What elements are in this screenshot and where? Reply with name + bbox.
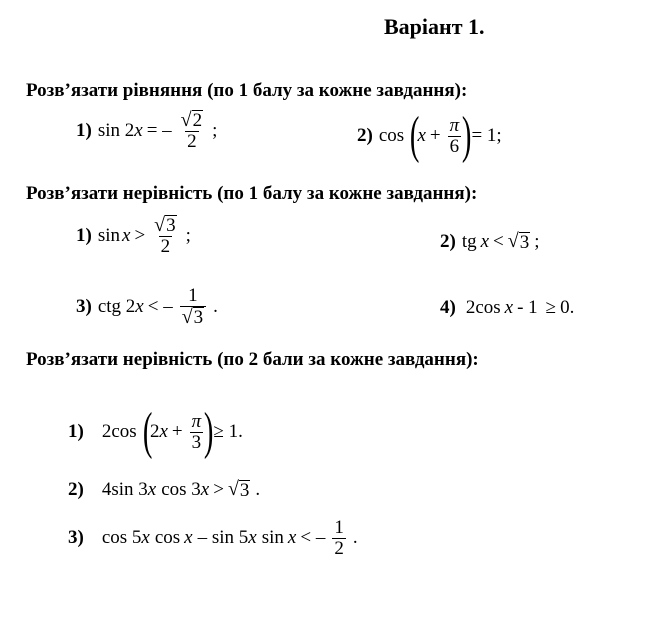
- expr-var: x: [248, 527, 257, 549]
- task-number: 3): [76, 295, 92, 317]
- expr-var: x: [134, 119, 143, 141]
- task-number: 1): [76, 119, 92, 141]
- fraction: [179, 110, 205, 152]
- section-heading-inequalities-2: Розв’язати нерівність (по 2 бали за кожне завдання):: [26, 349, 479, 370]
- sqrt: √ 2: [180, 109, 203, 131]
- sqrt-arg: 2: [192, 110, 203, 131]
- expr-plus: +: [429, 125, 441, 146]
- fraction-num: π: [449, 114, 460, 136]
- expr-plus: +: [171, 421, 183, 442]
- expr-var: x: [184, 527, 193, 549]
- sqrt-arg: 3: [239, 480, 250, 502]
- expr-fn: sin: [97, 224, 121, 246]
- expr-fn: 2cos: [101, 421, 137, 442]
- task-3-1: [68, 403, 243, 460]
- task-number: 1): [68, 421, 84, 442]
- paren-open: (: [142, 403, 153, 460]
- fraction-den: 6: [449, 135, 460, 157]
- expr-relation: = –: [146, 119, 172, 141]
- fraction: [332, 518, 346, 559]
- fraction-num: 1: [188, 285, 198, 306]
- fraction-den: 2: [160, 235, 171, 257]
- expr-var: x: [200, 478, 210, 500]
- expr-rhs: 0.: [560, 297, 575, 318]
- sqrt: √ 3: [181, 305, 204, 328]
- expr-c: – sin 5: [197, 527, 249, 549]
- expr-end: .: [352, 527, 358, 549]
- expr-var: x: [147, 478, 157, 500]
- task-number: 4): [440, 297, 456, 318]
- expr-var: x: [417, 125, 426, 146]
- expr-relation: < –: [147, 295, 173, 317]
- task-2-2: [440, 230, 540, 253]
- expr-fn: tg: [461, 230, 477, 252]
- expr-fn: cos: [378, 125, 405, 146]
- fraction-den: 3: [191, 431, 202, 453]
- expr-arg: 2: [149, 421, 160, 442]
- task-3-2: [68, 478, 260, 501]
- sqrt: √ 3: [507, 230, 530, 254]
- expr-a: cos 5: [101, 527, 142, 549]
- task-number: 2): [440, 230, 456, 252]
- sqrt: √ 3: [154, 214, 176, 236]
- expr-end: .: [213, 295, 218, 317]
- expr-var: x: [141, 527, 150, 549]
- fraction-den: [180, 306, 206, 328]
- expr-var: x: [287, 527, 297, 549]
- fraction: [152, 215, 178, 257]
- fraction-num: π: [191, 410, 202, 432]
- paren-open: (: [410, 107, 420, 164]
- task-number: 2): [68, 478, 84, 500]
- expr-lhs: sin 2: [97, 119, 135, 141]
- task-2-1: [76, 215, 191, 257]
- expr-fn: ctg 2: [97, 295, 136, 317]
- fraction-den: 2: [334, 537, 344, 559]
- fraction-den: 2: [187, 130, 197, 152]
- paren-close: ): [204, 403, 214, 460]
- expr-rhs: = 1;: [471, 125, 502, 146]
- expr-d: sin: [261, 527, 284, 549]
- task-2-3: [76, 286, 218, 328]
- expr-var: x: [135, 295, 144, 317]
- expr-var: x: [480, 230, 490, 252]
- expr-end: ;: [185, 224, 191, 246]
- fraction: [448, 116, 462, 157]
- expr-b: cos 3: [161, 478, 201, 500]
- expr-relation: ≥: [545, 297, 557, 318]
- expr-var: x: [504, 297, 514, 318]
- expr-relation: >: [213, 478, 224, 500]
- sqrt-arg: 3: [193, 306, 204, 328]
- expr-end: ;: [212, 119, 218, 141]
- paren-close: ): [462, 107, 472, 164]
- expr-b: cos: [154, 527, 181, 549]
- expr-rest: - 1: [517, 297, 538, 318]
- expr-relation: < –: [300, 527, 326, 549]
- task-1-1: [76, 110, 217, 152]
- task-2-4: [440, 297, 574, 319]
- task-number: 3): [68, 527, 84, 549]
- task-1-2: [357, 107, 502, 164]
- expr-var: x: [159, 421, 168, 442]
- expr-end: ;: [534, 230, 540, 252]
- section-heading-inequalities-1: Розв’язати нерівність (по 1 балу за кожне завдання):: [26, 183, 478, 204]
- task-3-3: [68, 518, 358, 559]
- fraction: [190, 412, 204, 453]
- expr-a: 4sin 3: [101, 478, 148, 500]
- expr-rhs: ≥ 1.: [213, 421, 243, 442]
- sqrt: √ 3: [227, 478, 250, 502]
- expr-relation: >: [134, 224, 146, 246]
- sqrt-arg: 3: [166, 215, 176, 236]
- expr-fn: 2cos: [465, 297, 501, 318]
- fraction-num: 1: [334, 517, 344, 538]
- task-number: 2): [357, 125, 373, 146]
- sqrt-arg: 3: [519, 232, 530, 254]
- expr-var: x: [122, 224, 131, 246]
- section-heading-equations: Розв’язати рівняння (по 1 балу за кожне завдання):: [26, 80, 468, 101]
- fraction: [180, 286, 206, 328]
- page-title: Варіант 1.: [384, 14, 485, 39]
- task-number: 1): [76, 224, 92, 246]
- expr-relation: <: [493, 230, 504, 252]
- expr-end: .: [255, 478, 261, 500]
